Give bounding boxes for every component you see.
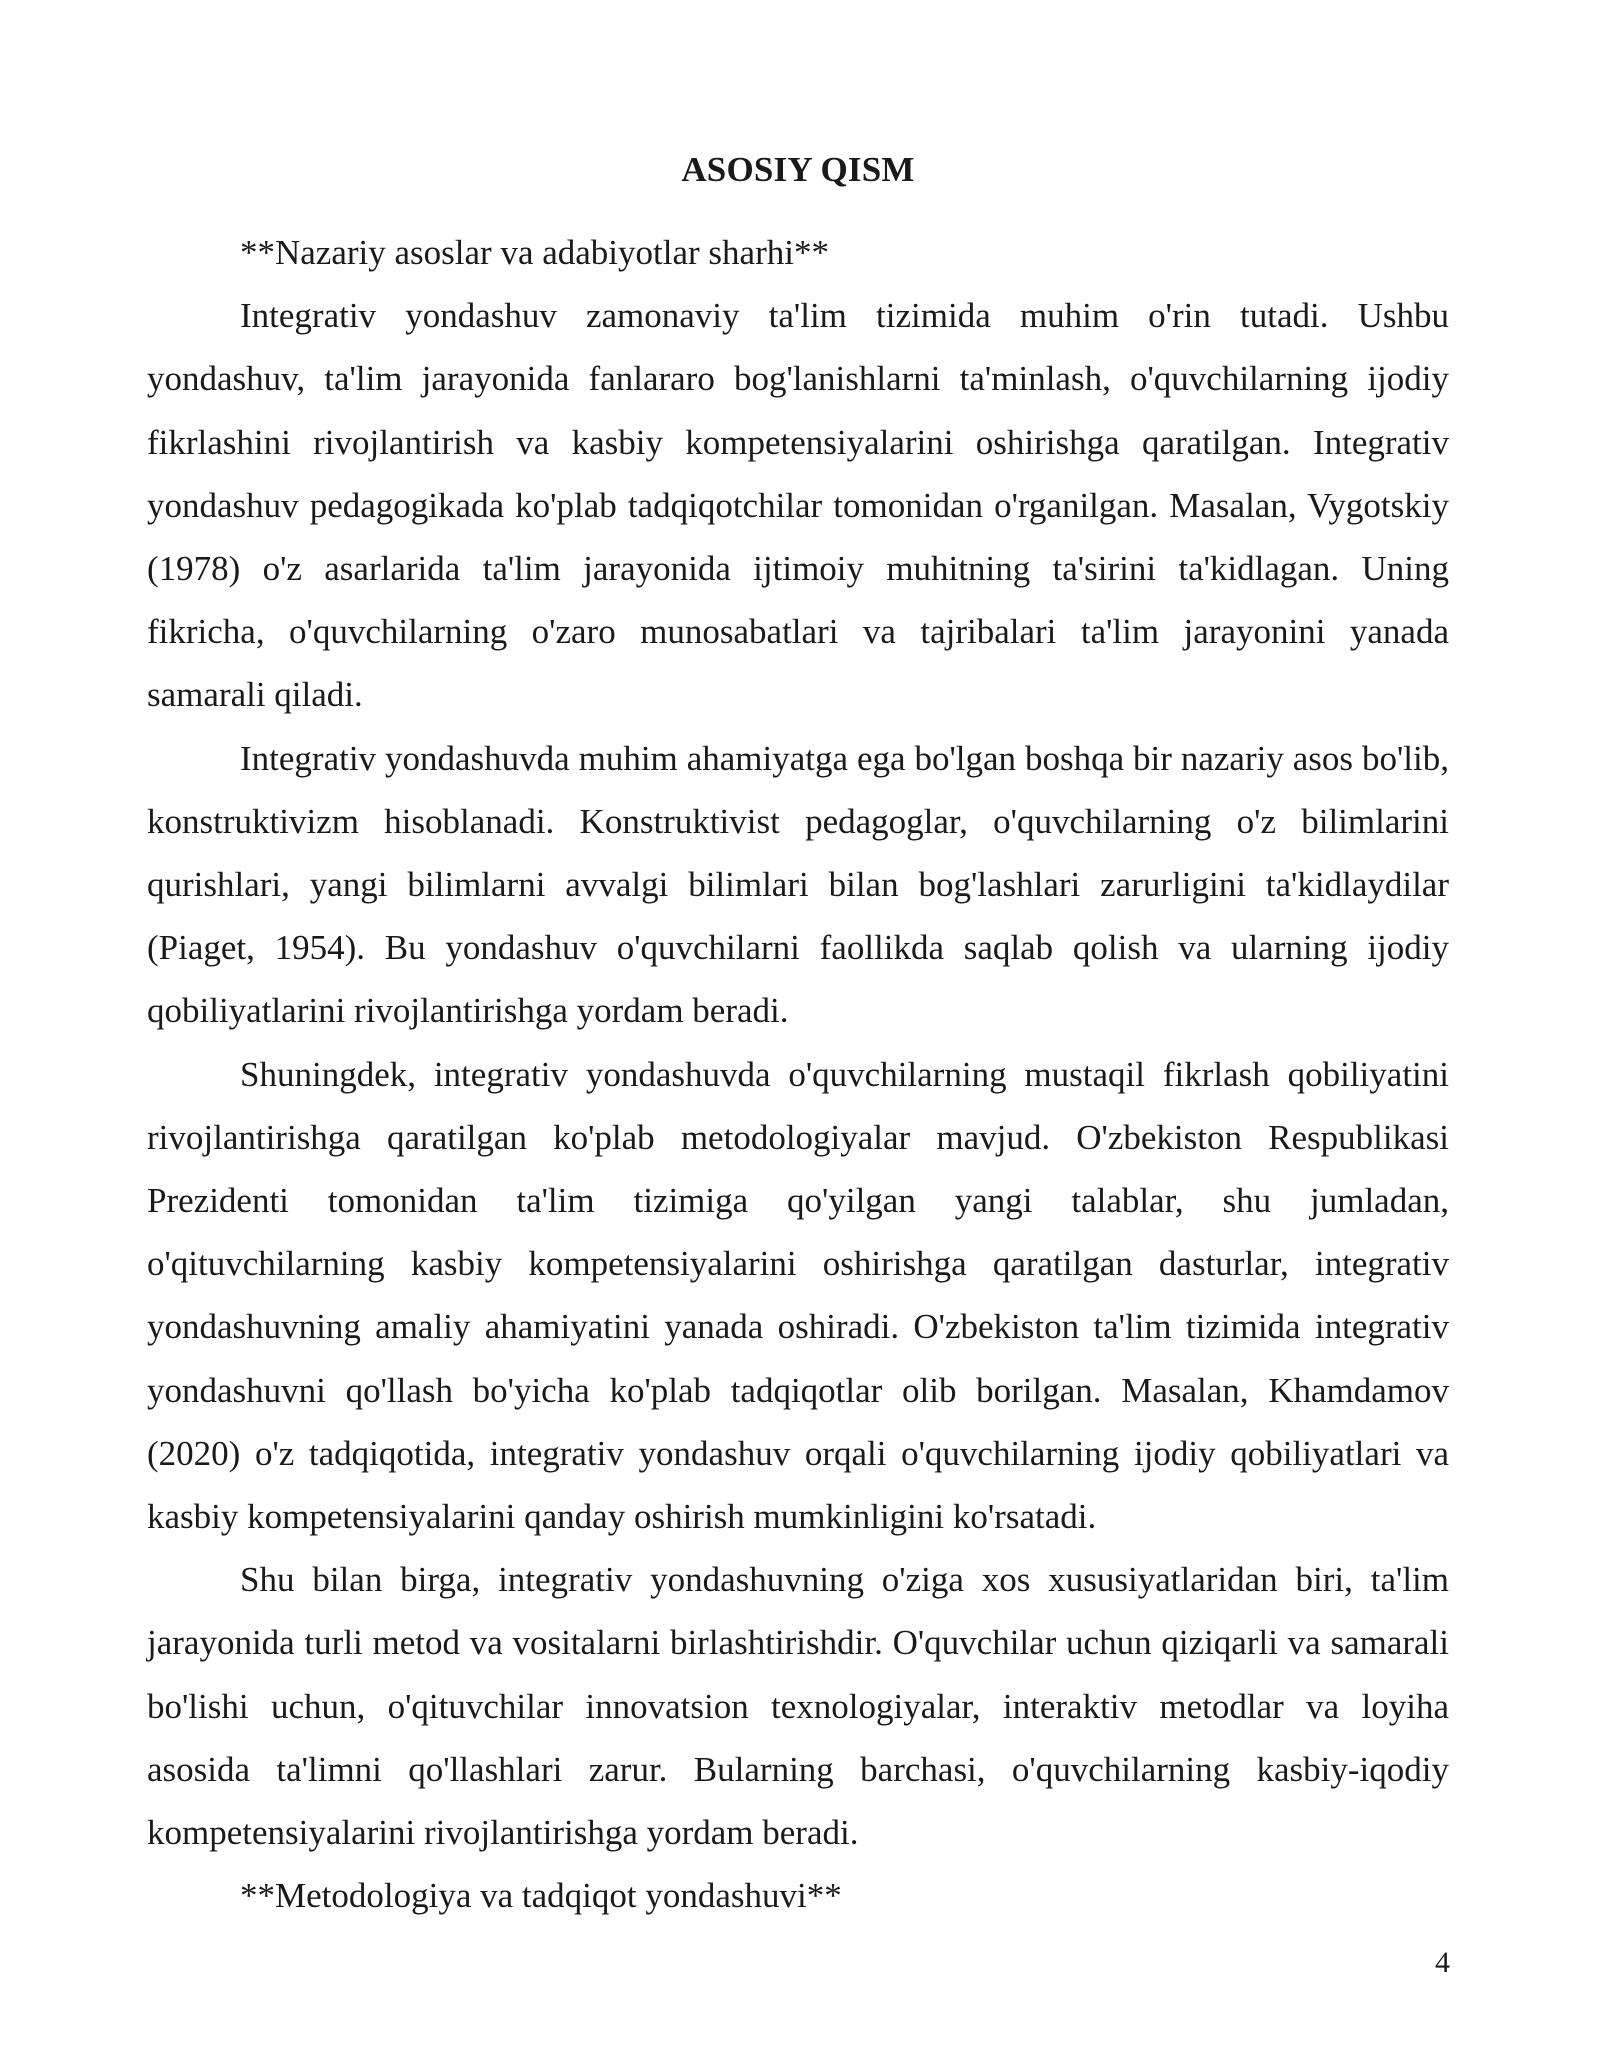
paragraph-constructivism: Integrativ yondashuvda muhim ahamiyatga ega bo'lgan boshqa bir nazariy asos bo'lib, konstruktivizm hisoblanadi. Konstruktivist pedagoglar, o'quvchilarning o'z bilimlarini qurishlari, yangi bilimlarni avvalgi bilimlari bilan bog'lashlari zarurligini ta'kidlaydilar (Piaget, 1954). Bu yondashuv o'quvchilarni faollikda saqlab qolish va ularning ijodiy qobiliyatlarini rivojlantirishga yordam beradi. <box>147 738 1449 1031</box>
subheading-methodology: **Metodologiya va tadqiqot yondashuvi** <box>240 1876 842 1916</box>
page-number: 4 <box>1435 1946 1450 1979</box>
paragraph-methodologies: Shuningdek, integrativ yondashuvda o'quvchilarning mustaqil fikrlash qobiliyatini rivojlantirishga qaratilgan ko'plab metodologiyalar mavjud. O'zbekiston Respublikasi Prezidenti tomonidan ta'lim tizimiga qo'yilgan yangi talablar, shu jumladan, o'qituvchilarning kasbiy kompetensiyalarini oshirishga qaratilgan dasturlar, integrativ yondashuvning amaliy ahamiyatini yanada oshiradi. O'zbekiston ta'lim tizimida integrativ yondashuvni qo'llash bo'yicha ko'plab tadqiqotlar olib borilgan. Masalan, Khamdamov (2020) o'z tadqiqotida, integrativ yondashuv orqali o'quvchilarning ijodiy qobiliyatlari va kasbiy kompetensiyalarini qanday oshirish mumkinligini ko'rsatadi. <box>147 1054 1449 1537</box>
section-heading: ASOSIY QISM <box>681 150 915 189</box>
subheading-theory: **Nazariy asoslar va adabiyotlar sharhi** <box>240 233 829 272</box>
paragraph-integrative-approach: Integrativ yondashuv zamonaviy ta'lim tizimida muhim o'rin tutadi. Ushbu yondashuv, ta'lim jarayonida fanlararo bog'lanishlarni ta'minlash, o'quvchilarning ijodiy fikrlashini rivojlantirish va kasbiy kompetensiyalarini oshirishga qaratilgan. Integrativ yondashuv pedagogikada ko'plab tadqiqotchilar tomonidan o'rganilgan. Masalan, Vygotskiy (1978) o'z asarlarida ta'lim jarayonida ijtimoiy muhitning ta'sirini ta'kidlagan. Uning fikricha, o'quvchilarning o'zaro munosabatlari va tajribalari ta'lim jarayonini yanada samarali qiladi. <box>147 296 1449 715</box>
body-text <box>147 221 1449 1927</box>
paragraph-methods-tools: Shu bilan birga, integrativ yondashuvning o'ziga xos xususiyatlaridan biri, ta'lim jarayonida turli metod va vositalarni birlashtirishdir. O'quvchilar uchun qiziqarli va samarali bo'lishi uchun, o'qituvchilar innovatsion texnologiyalar, interaktiv metodlar va loyiha asosida ta'limni qo'llashlari zarur. Bularning barchasi, o'quvchilarning kasbiy-iqodiy kompetensiyalarini rivojlantirishga yordam beradi. <box>147 1560 1449 1853</box>
